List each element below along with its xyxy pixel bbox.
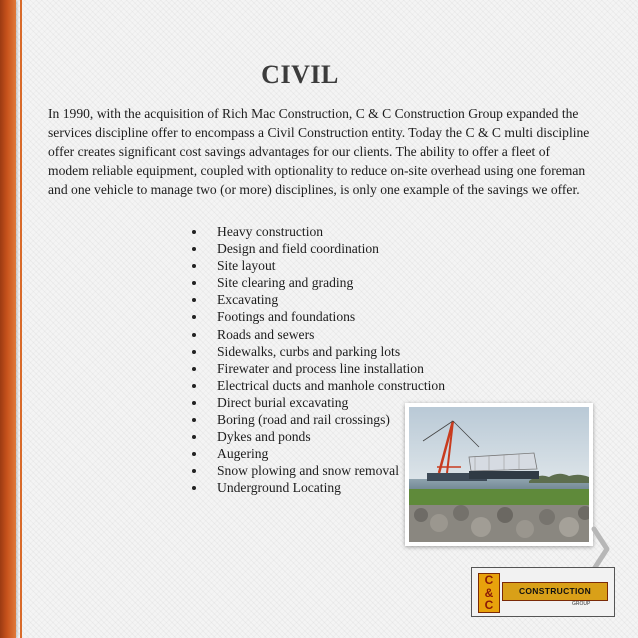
logo-sub: GROUP [572,601,591,607]
construction-photo-image [409,407,589,542]
logo-band: CONSTRUCTION [502,582,608,601]
list-item: Excavating [190,291,445,308]
page-title [0,60,600,90]
list-item: Augering [190,445,445,462]
list-item: Firewater and process line installation [190,360,445,377]
list-item: Heavy construction [190,223,445,240]
list-item: Snow plowing and snow removal [190,462,445,479]
logo-letter-top: C [484,573,494,587]
list-item: Electrical ducts and manhole construction [190,377,445,394]
list-item: Sidewalks, curbs and parking lots [190,343,445,360]
list-item: Site layout [190,257,445,274]
list-item: Underground Locating [190,479,445,496]
list-item: Boring (road and rail crossings) [190,411,445,428]
left-accent-line [20,0,22,638]
next-slide-button[interactable] [590,525,612,573]
construction-photo [405,403,593,546]
company-logo [471,567,615,617]
logo-letter-amp: & [484,585,494,600]
list-item: Dykes and ponds [190,428,445,445]
list-item: Design and field coordination [190,240,445,257]
list-item: Site clearing and grading [190,274,445,291]
list-item: Footings and foundations [190,308,445,325]
left-accent-bar [0,0,16,638]
chevron-right-icon [590,525,612,573]
list-item: Direct burial excavating [190,394,445,411]
logo-letter-bottom: C [484,598,494,612]
list-item: Roads and sewers [190,326,445,343]
page-title-text: CIVIL [261,60,339,89]
intro-paragraph: In 1990, with the acquisition of Rich Mac Construction, C & C Construction Group expanded the services discipline offer to encompass a Civil Construction entity. Today the C & C multi discipline offer creates significant cost savings advantages for our clients. The ability to offer a fleet of modem reliable equipment, coupled with optionality to reduce on-site overhead using one foreman and one vehicle to manage two (or more) disciplines, is only one example of the savings we offer. [48,106,590,197]
logo-letter-box [478,573,500,613]
